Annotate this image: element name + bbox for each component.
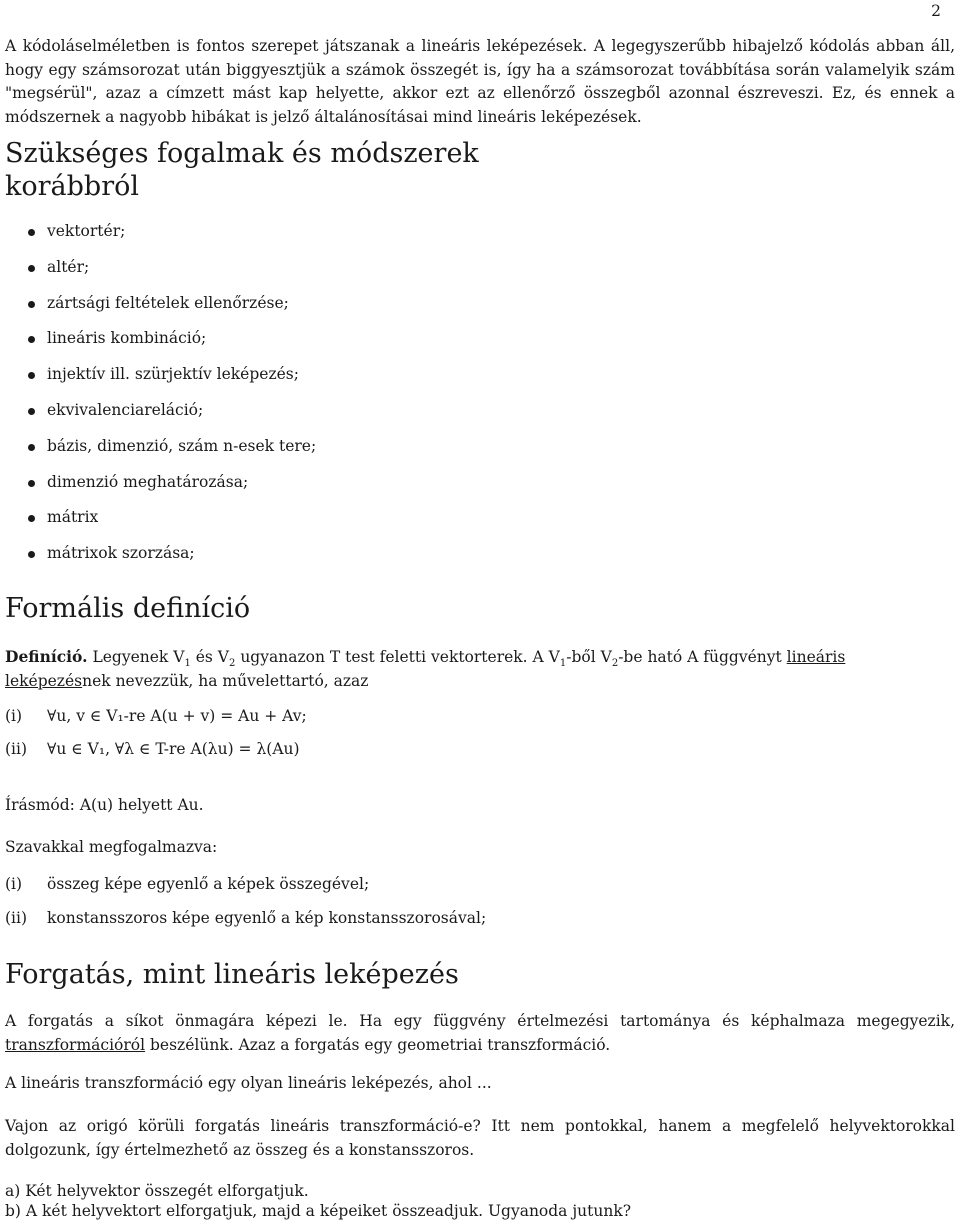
definition-paragraph [5,645,955,693]
prerequisite-list [27,220,316,578]
subscript: 1 [559,658,567,670]
paragraph-text: A forgatás a síkot önmagára képezi le. Ha egy függvény értelmezési tartománya és képhalmaza megegyezik, [5,1012,955,1030]
question-a: a) Két helyvektor összegét elforgatjuk. [5,1182,309,1200]
paragraph-text: beszélünk. Azaz a forgatás egy geometriai transzformáció. [145,1035,611,1054]
condition-label: (ii) [5,909,28,927]
heading-line-1: Szükséges fogalmak és módszerek [5,138,479,169]
subscript: 2 [611,658,619,670]
linear-transform-line: A lineáris transzformáció egy olyan lineáris leképezés, ahol ... [5,1074,492,1092]
def-text: és V [190,648,230,666]
def-text: ugyanazon T test feletti vektorterek. A V [235,648,560,666]
list-item: ekvivalenciareláció; [27,399,316,435]
notation-line: Írásmód: A(u) helyett Au. [5,796,204,814]
definition-label: Definíció. [5,647,88,666]
heading-line-2: korábbról [5,171,139,202]
list-item: vektortér; [27,220,316,256]
list-item: bázis, dimenzió, szám n-esek tere; [27,435,316,471]
section-heading-formal-definition: Formális definíció [5,593,251,624]
condition-i [5,705,307,729]
section-heading-prerequisites [5,137,479,203]
defined-term: transzformációról [5,1035,146,1054]
list-item: dimenzió meghatározása; [27,471,316,507]
list-item: lineáris kombináció; [27,327,316,363]
condition-formula: ∀u ∈ V₁, ∀λ ∈ T-re A(λu) = λ(Au) [47,740,300,758]
def-text: -be ható A függvényt [618,648,787,666]
condition-formula: ∀u, v ∈ V₁-re A(u + v) = Au + Av; [47,707,307,725]
defined-term: lineáris leképezés [5,648,846,690]
word-condition-ii [5,907,486,931]
condition-label: (i) [5,875,23,893]
def-text: -ből V [566,648,612,666]
words-intro: Szavakkal megfogalmazva: [5,838,218,856]
condition-label: (ii) [5,740,28,758]
condition-label: (i) [5,707,23,725]
list-item: injektív ill. szürjektív leképezés; [27,363,316,399]
list-item: altér; [27,256,316,292]
def-text: Legyenek V [87,648,185,666]
question-b: b) A két helyvektort elforgatjuk, majd a képeiket összeadjuk. Ugyanoda jutunk? [5,1202,632,1220]
list-item: mátrix [27,506,316,542]
def-text: nek nevezzük, ha művelettartó, azaz [82,671,369,690]
question-paragraph: Vajon az origó körüli forgatás lineáris transzformáció-e? Itt nem pontokkal, hanem a megfelelő helyvektorokkal dolgozunk, így értelmezhető az összeg és a konstansszoros. [5,1117,955,1159]
condition-text: konstansszoros képe egyenlő a kép konstansszorosával; [47,909,487,927]
page-number: 2 [931,2,941,20]
intro-paragraph: A kódoláselméletben is fontos szerepet játszanak a lineáris leképezések. A legegyszerűbb hibajelző kódolás abban áll, hogy egy számsorozat után biggyesztjük a számok összegét is, így ha a számsorozat továbbítása során valamelyik szám "megsérül", azaz a címzett mást kap helyette, akkor ezt az ellenőrző összegből azonnal észreveszi. Ez, és ennek a módszernek a nagyobb hibákat is jelző általánosításai mind lineáris leképezések. [5,37,955,126]
word-condition-i [5,873,369,897]
section-heading-rotation: Forgatás, mint lineáris leképezés [5,959,459,990]
list-item: mátrixok szorzása; [27,542,316,578]
subscript: 1 [184,658,191,670]
list-item: zártsági feltételek ellenőrzése; [27,292,316,328]
rotation-paragraph [5,1010,955,1057]
condition-ii [5,738,300,762]
subscript: 2 [229,658,236,670]
condition-text: összeg képe egyenlő a képek összegével; [47,875,370,893]
